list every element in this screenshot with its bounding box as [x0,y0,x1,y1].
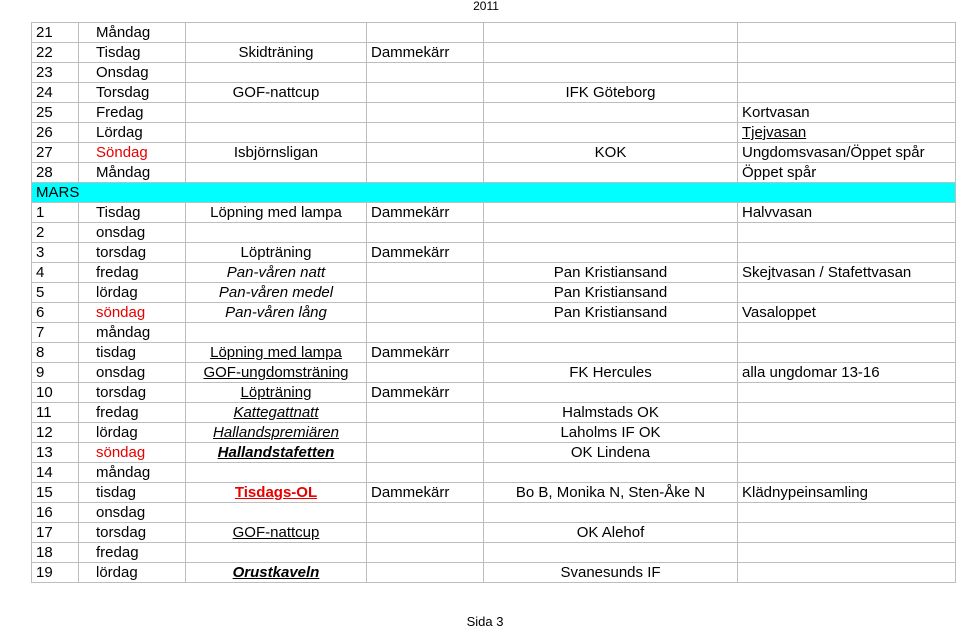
row-day-text: fredag [96,264,139,281]
row-day-text: måndag [96,324,151,341]
row-day [79,23,186,43]
row-number-text: 5 [36,284,45,301]
row-event [738,383,956,403]
row-activity-text: GOF-ungdomsträning [203,364,349,381]
row-number-text: 16 [36,504,53,521]
row-event [738,483,956,503]
table-row [32,403,956,423]
row-day [79,543,186,563]
row-event-text: Vasaloppet [742,304,816,321]
row-activity [186,243,367,263]
row-activity [186,523,367,543]
row-organizer [484,103,738,123]
row-number [32,23,79,43]
row-day [79,283,186,303]
row-organizer [484,163,738,183]
row-number [32,83,79,103]
row-event [738,563,956,583]
row-organizer-text: OK Alehof [576,524,645,541]
row-place [367,203,484,223]
row-event [738,83,956,103]
row-event-text: Halvvasan [742,204,813,221]
row-event [738,303,956,323]
row-organizer-text: OK Lindena [570,444,651,461]
row-organizer [484,503,738,523]
row-number [32,223,79,243]
row-activity [186,563,367,583]
row-number-text: 10 [36,384,53,401]
year-header: 2011 [473,0,499,13]
row-place [367,503,484,523]
row-activity [186,363,367,383]
row-organizer [484,63,738,83]
row-place-text: Dammekärr [371,244,450,261]
row-activity-text: Löpning med lampa [210,344,342,361]
row-day [79,83,186,103]
row-event [738,343,956,363]
row-day-text: Fredag [96,104,144,121]
row-activity [186,223,367,243]
row-place-text: Dammekärr [371,204,450,221]
row-day-text: Söndag [96,144,148,161]
table-row [32,123,956,143]
row-place [367,163,484,183]
row-activity [186,43,367,63]
row-organizer [484,463,738,483]
row-place-text: Dammekärr [371,484,450,501]
row-event [738,123,956,143]
row-number [32,403,79,423]
row-day [79,503,186,523]
row-activity-text: Tisdags-OL [234,484,318,501]
row-activity [186,123,367,143]
row-activity [186,343,367,363]
row-day-text: onsdag [96,224,146,241]
row-number [32,503,79,523]
row-event-text: Öppet spår [742,164,817,181]
row-day-text: Tisdag [96,204,141,221]
row-number-text: 19 [36,564,53,581]
row-activity [186,323,367,343]
row-event [738,503,956,523]
row-number-text: 3 [36,244,45,261]
row-organizer-text: Halmstads OK [562,404,659,421]
row-activity-text: Pan-våren lång [225,304,327,321]
row-day-text: Tisdag [96,44,141,61]
row-number [32,203,79,223]
row-organizer [484,23,738,43]
row-place [367,403,484,423]
row-day [79,203,186,223]
row-event [738,143,956,163]
row-day-text: fredag [96,404,139,421]
row-activity [186,163,367,183]
row-number-text: 21 [36,24,53,41]
row-event [738,363,956,383]
row-day-text: torsdag [96,244,147,261]
row-organizer-text: Laholms IF OK [560,424,661,441]
row-organizer [484,523,738,543]
row-day [79,483,186,503]
row-day [79,43,186,63]
row-activity-text: Kattegattnatt [233,404,319,421]
row-event [738,283,956,303]
row-organizer [484,243,738,263]
row-number [32,163,79,183]
row-number-text: 15 [36,484,53,501]
row-number [32,443,79,463]
row-number [32,123,79,143]
row-number [32,143,79,163]
row-place-text: Dammekärr [371,344,450,361]
row-place [367,243,484,263]
row-number [32,523,79,543]
row-place [367,423,484,443]
row-day-text: Onsdag [96,64,149,81]
row-day-text: onsdag [96,364,146,381]
row-place [367,123,484,143]
row-event-text: alla ungdomar 13-16 [742,364,880,381]
row-number [32,383,79,403]
row-event [738,63,956,83]
row-day [79,403,186,423]
row-day [79,463,186,483]
row-organizer [484,203,738,223]
row-place [367,543,484,563]
row-day [79,523,186,543]
row-day-text: fredag [96,544,139,561]
row-number [32,63,79,83]
row-activity [186,483,367,503]
row-organizer [484,403,738,423]
row-place [367,563,484,583]
row-place [367,483,484,503]
row-organizer [484,343,738,363]
row-activity [186,463,367,483]
row-number-text: 8 [36,344,45,361]
row-number [32,43,79,63]
row-organizer-text: Pan Kristiansand [553,304,668,321]
row-activity [186,143,367,163]
row-activity [186,403,367,423]
row-number-text: 13 [36,444,53,461]
row-day [79,423,186,443]
row-event-text: Klädnypeinsamling [742,484,868,501]
table-row [32,423,956,443]
row-day [79,163,186,183]
row-place-text: Dammekärr [371,384,450,401]
row-activity-text: Pan-våren natt [226,264,326,281]
row-activity [186,383,367,403]
row-number [32,103,79,123]
row-activity-text: Löpning med lampa [210,204,342,221]
row-activity-text: Orustkaveln [232,564,320,581]
row-number-text: 4 [36,264,45,281]
row-number [32,263,79,283]
row-organizer-text: FK Hercules [569,364,652,381]
table-row [32,243,956,263]
row-activity-text: GOF-nattcup [232,84,320,101]
table-row [32,223,956,243]
row-number-text: 17 [36,524,53,541]
table-row [32,443,956,463]
row-place [367,303,484,323]
table-row [32,23,956,43]
row-activity [186,263,367,283]
table-row [32,503,956,523]
table-row [32,203,956,223]
row-number-text: 14 [36,464,53,481]
row-place [367,323,484,343]
row-organizer [484,323,738,343]
row-number [32,243,79,263]
row-event [738,463,956,483]
row-number-text: 24 [36,84,53,101]
row-place [367,463,484,483]
row-place [367,223,484,243]
row-day [79,63,186,83]
row-place [367,43,484,63]
row-organizer-text: Bo B, Monika N, Sten-Åke N [515,484,706,501]
row-day [79,443,186,463]
table-row [32,103,956,123]
row-day [79,103,186,123]
row-event-text: Ungdomsvasan/Öppet spår [742,144,925,161]
row-day [79,303,186,323]
row-event-text: Skejtvasan / Stafettvasan [742,264,912,281]
row-number-text: 2 [36,224,45,241]
row-day-text: lördag [96,284,138,301]
table-row [32,303,956,323]
calendar-table [31,22,956,583]
row-number [32,483,79,503]
row-event [738,323,956,343]
row-day [79,383,186,403]
row-number [32,303,79,323]
row-event [738,263,956,283]
row-number-text: 1 [36,204,45,221]
page-number: Sida 3 [466,614,504,629]
row-activity [186,423,367,443]
row-event-text: Tjejvasan [742,124,807,141]
row-place [367,23,484,43]
table-row [32,463,956,483]
table-row [32,63,956,83]
table-row [32,263,956,283]
row-event [738,403,956,423]
row-event [738,423,956,443]
row-organizer [484,263,738,283]
row-number [32,283,79,303]
row-day [79,563,186,583]
row-day-text: tisdag [96,484,137,501]
row-activity [186,103,367,123]
row-day [79,343,186,363]
row-organizer [484,383,738,403]
row-day-text: måndag [96,464,151,481]
row-day [79,243,186,263]
row-number-text: 27 [36,144,53,161]
row-place [367,283,484,303]
row-place [367,383,484,403]
row-place [367,63,484,83]
row-place [367,363,484,383]
row-organizer [484,223,738,243]
month-row [32,183,956,203]
row-event [738,43,956,63]
table-row [32,383,956,403]
row-number [32,343,79,363]
row-number [32,563,79,583]
row-day [79,363,186,383]
row-event [738,243,956,263]
table-row [32,523,956,543]
row-activity [186,83,367,103]
row-number-text: 25 [36,104,53,121]
row-number [32,463,79,483]
row-day-text: lördag [96,564,138,581]
row-day [79,223,186,243]
row-activity-text: GOF-nattcup [232,524,320,541]
row-activity-text: Löpträning [240,244,312,261]
row-number-text: 26 [36,124,53,141]
row-number [32,423,79,443]
row-number-text: 18 [36,544,53,561]
table-row [32,283,956,303]
row-organizer [484,143,738,163]
row-activity [186,543,367,563]
row-organizer-text: KOK [594,144,627,161]
row-activity [186,443,367,463]
row-organizer [484,43,738,63]
row-activity [186,503,367,523]
row-place [367,103,484,123]
row-activity [186,203,367,223]
row-organizer [484,443,738,463]
row-day [79,263,186,283]
row-organizer-text: Pan Kristiansand [553,284,668,301]
row-place [367,143,484,163]
row-day-text: Måndag [96,24,151,41]
row-organizer [484,83,738,103]
row-day-text: lördag [96,424,138,441]
row-number-text: 12 [36,424,53,441]
row-number [32,543,79,563]
row-day-text: söndag [96,304,146,321]
row-place [367,343,484,363]
table-row [32,483,956,503]
row-organizer-text: Svanesunds IF [560,564,661,581]
row-activity-text: Hallandstafetten [217,444,335,461]
row-day-text: torsdag [96,524,147,541]
row-day-text: onsdag [96,504,146,521]
row-organizer [484,123,738,143]
row-activity-text: Pan-våren medel [218,284,334,301]
row-activity [186,283,367,303]
row-place [367,263,484,283]
row-organizer [484,303,738,323]
row-activity [186,303,367,323]
table-row [32,43,956,63]
row-organizer [484,543,738,563]
row-day-text: tisdag [96,344,137,361]
row-number [32,363,79,383]
row-organizer-text: Pan Kristiansand [553,264,668,281]
row-activity-text: Isbjörnsligan [233,144,319,161]
row-organizer [484,423,738,443]
row-activity-text: Hallandspremiären [213,424,339,441]
row-number-text: 7 [36,324,45,341]
row-place-text: Dammekärr [371,44,450,61]
row-organizer [484,483,738,503]
row-event [738,23,956,43]
row-activity [186,23,367,43]
table-row [32,83,956,103]
row-day [79,123,186,143]
table-row [32,343,956,363]
row-organizer [484,363,738,383]
row-number-text: 23 [36,64,53,81]
row-event [738,203,956,223]
row-organizer [484,563,738,583]
row-organizer [484,283,738,303]
row-place [367,83,484,103]
row-day-text: Lördag [96,124,143,141]
row-place [367,443,484,463]
row-day-text: torsdag [96,384,147,401]
table-row [32,563,956,583]
table-row [32,323,956,343]
row-number-text: 6 [36,304,45,321]
month-label: MARS [32,183,956,203]
row-activity-text: Skidträning [238,44,314,61]
row-event [738,543,956,563]
table-row [32,363,956,383]
row-event [738,523,956,543]
row-event [738,223,956,243]
row-place [367,523,484,543]
row-day-text: Torsdag [96,84,150,101]
row-number [32,323,79,343]
row-number-text: 22 [36,44,53,61]
row-day [79,143,186,163]
row-event-text: Kortvasan [742,104,810,121]
row-number-text: 28 [36,164,53,181]
row-day-text: söndag [96,444,146,461]
row-event [738,103,956,123]
row-activity-text: Löpträning [240,384,312,401]
row-event [738,443,956,463]
row-organizer-text: IFK Göteborg [565,84,656,101]
row-day-text: Måndag [96,164,151,181]
row-day [79,323,186,343]
table-row [32,543,956,563]
row-number-text: 9 [36,364,45,381]
row-activity [186,63,367,83]
table-row [32,163,956,183]
row-number-text: 11 [36,404,52,421]
row-event [738,163,956,183]
table-row [32,143,956,163]
